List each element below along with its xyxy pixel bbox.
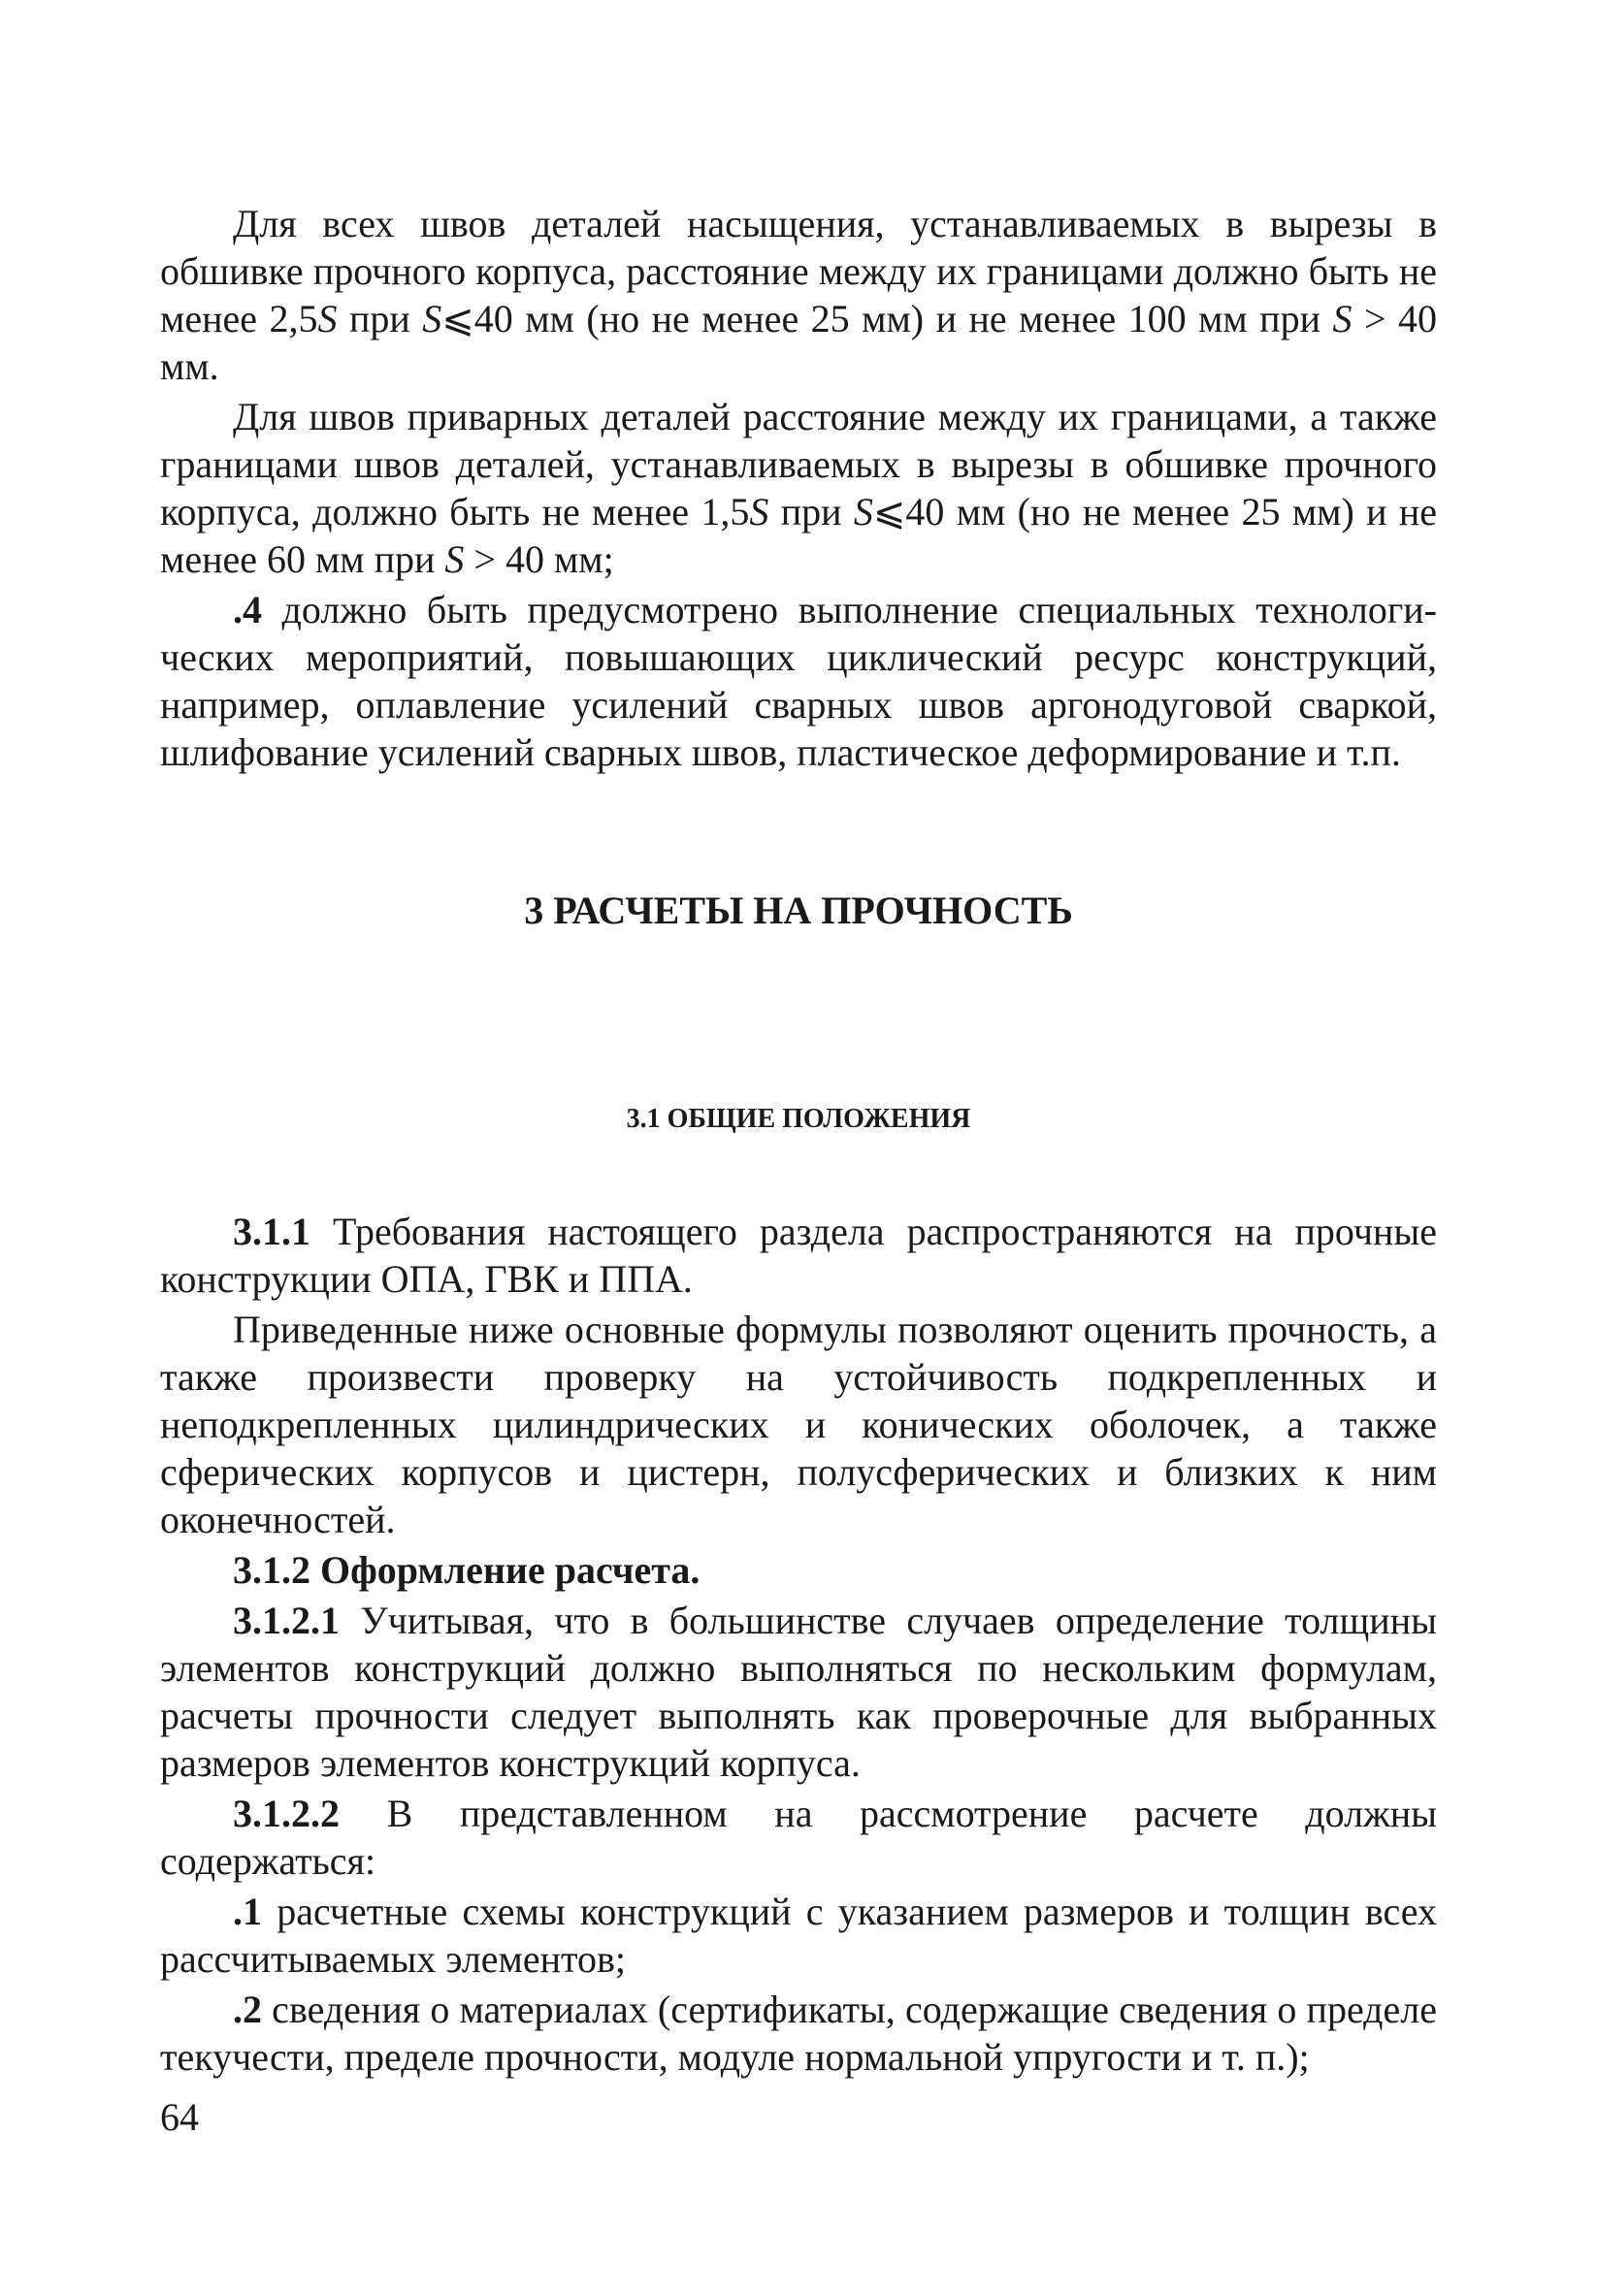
paragraph-welded-parts: Для швов приварных деталей расстояние между их границами, а также границами швов деталей, устанавливаемых в вырезы в обшивке прочного корпуса, должно быть не менее 1,5S при S⩽40 мм (но не менее 25 мм) и не менее 60 мм при S > 40 мм; — [160, 395, 1437, 581]
paragraph-3-1-1: 3.1.1 Требования настоящего раздела распространяются на прочные конструкции ОПА, ГВК и ППА. — [160, 1210, 1437, 1301]
page-number: 64 — [160, 2095, 199, 2139]
paragraph-formulas: Приведенные ниже основные формулы позволяют оценить прочность, а также произвести проверку на устойчивость подкрепленных и неподкрепленных цилиндрических и конических оболочек, а также сферических корпусов и цистерн, полусферических и близких к ним оконечностей. — [160, 1308, 1437, 1541]
paragraph-item-2: .2 сведения о материалах (сертификаты, содержащие сведения о пределе текучести, пределе прочности, модуле нормальной упругости и т. п.); — [160, 1988, 1437, 2079]
paragraph-item-4: .4 должно быть предусмотрено выполнение специальных технологических мероприятий, повышающих циклический ресурс конструкций, например, оплавление усилений сварных швов аргонодуговой сваркой, шлифование усилений сварных швов, пластическое деформирование и т.п. — [160, 588, 1437, 774]
paragraph-3-1-2-1: 3.1.2.1 Учитывая, что в большинстве случаев определение толщины элементов конструкций должно выполняться по нескольким формулам, расчеты прочности следует выполнять как проверочные для выбранных размеров элементов конструкций корпуса. — [160, 1599, 1437, 1785]
top-section — [160, 200, 1437, 776]
paragraph-item-1: .1 расчетные схемы конструкций с указанием размеров и толщин всех рассчитываемых элементов; — [160, 1890, 1437, 1981]
section-title: 3 РАСЧЕТЫ НА ПРОЧНОСТЬ — [524, 889, 1073, 932]
paragraph-3-1-2-2: 3.1.2.2 В представленном на рассмотрение расчете должны содержаться: — [160, 1792, 1437, 1883]
paragraph-3-1-2-heading: 3.1.2 Оформление расчета. — [233, 1548, 701, 1592]
paragraph-weld-saturation-details: Для всех швов деталей насыщения, устанавливаемых в вырезы в обшивке прочного корпуса, расстояние между их границами должно быть не менее 2,5S при S⩽40 мм (но не менее 25 мм) и не менее 100 мм при S > 40 мм. — [160, 202, 1438, 388]
body-section — [160, 1208, 1437, 2081]
subsection-title: 3.1 ОБЩИЕ ПОЛОЖЕНИЯ — [626, 1104, 971, 1134]
